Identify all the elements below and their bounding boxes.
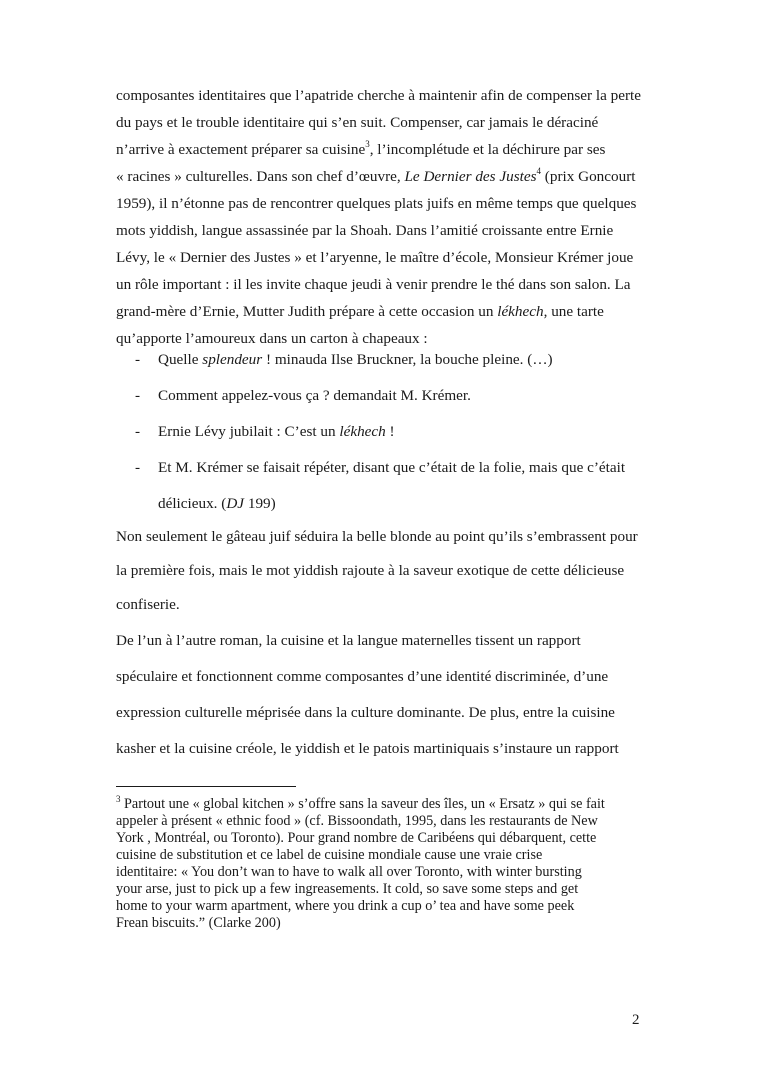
- text-line: la première fois, mais le mot yiddish rajoute à la saveur exotique de cette délicieuse: [116, 562, 625, 579]
- text-line: qu’apporte l’amoureux dans un carton à chapeaux :: [116, 330, 428, 347]
- text-line: spéculaire et fonctionnent comme composantes d’une identité discriminée, d’une: [116, 668, 609, 685]
- footnote-line: Frean biscuits.” (Clarke 200): [116, 915, 281, 931]
- footnote-ref[interactable]: 3: [365, 139, 370, 149]
- footnote-marker: 3: [116, 794, 121, 804]
- dash-marker: -: [135, 387, 141, 404]
- dash-marker: -: [135, 423, 141, 440]
- text-line: kasher et la cuisine créole, le yiddish et le patois martiniquais s’instaure un rapport: [116, 740, 619, 757]
- footnote-line: your arse, just to pick up a few ingreasements. It cold, so save some steps and get: [116, 881, 579, 897]
- text-line: « racines » culturelles. Dans son chef d’œuvre, Le Dernier des Justes$^4$ (prix Goncourt: [116, 166, 636, 185]
- text-line: n’arrive à exactement préparer sa cuisine$^3$, l’incomplétude et la déchirure par ses: [116, 139, 606, 158]
- footnote-line: home to your warm apartment, where you drink a cup o’ tea and have some peek: [116, 898, 575, 914]
- text-line: 1959), il n’étonne pas de rencontrer quelques plats juifs en même temps que quelques: [116, 195, 637, 212]
- text-line: Non seulement le gâteau juif séduira la belle blonde au point qu’ils s’embrassent pour: [116, 528, 638, 545]
- citation-abbrev: DJ: [226, 495, 245, 512]
- text-line: un rôle important : il les invite chaque jeudi à venir prendre le thé dans son salon. La: [116, 276, 631, 293]
- footnote-ref[interactable]: 4: [536, 166, 541, 176]
- text-line: composantes identitaires que l’apatride cherche à maintenir afin de compenser la perte: [116, 87, 641, 104]
- text-line: mots yiddish, langue assassinée par la Shoah. Dans l’amitié croissante entre Ernie: [116, 222, 614, 239]
- footnote-line: cuisine de substitution et ce label de cuisine mondiale cause une vraie crise: [116, 847, 543, 863]
- text-line: grand-mère d’Ernie, Mutter Judith prépare à cette occasion un lékhech, une tarte: [116, 303, 604, 320]
- footnote-line: $^3$ Partout une « global kitchen » s’offre sans la saveur des îles, un « Ersatz » qui se fait: [116, 794, 605, 812]
- italic-term: splendeur: [202, 351, 263, 368]
- text-line: expression culturelle méprisée dans la culture dominante. De plus, entre la cuisine: [116, 704, 615, 721]
- footnote-line: appeler à présent « ethnic food » (cf. Bissoondath, 1995, dans les restaurants de New: [116, 813, 598, 829]
- footnote-line: York , Montréal, ou Toronto). Pour grand nombre de Caribéens qui débarquent, cette: [116, 830, 597, 846]
- dash-marker: -: [135, 351, 141, 368]
- dash-marker: -: [135, 459, 141, 476]
- text-line: du pays et le trouble identitaire qui s’en suit. Compenser, car jamais le déraciné: [116, 114, 599, 131]
- page-number: 2: [632, 1012, 640, 1028]
- footnote-separator: [116, 786, 296, 787]
- text-line: Lévy, le « Dernier des Justes » et l’aryenne, le maître d’école, Monsieur Krémer joue: [116, 249, 634, 266]
- document-page: composantes identitaires que l’apatride cherche à maintenir afin de compenser la perte du pays et le trouble identitaire qui s’en suit. Compenser, car jamais le déraciné n’arrive à exactement préparer sa cuisine$^3$, l’incomplétude et la déchirure par ses « racines » culturelles. Dans son chef d’œuvre, Le Dernier des Justes$^4$ (prix Goncourt 1959), il n’étonne pas de rencontrer quelques plats juifs en même temps que quelques mots yiddish, langue assassinée par la Shoah. Dans l’amitié croissante entre Ernie Lévy, le « Dernier des Justes » et l’aryenne, le maître d’école, Monsieur Krémer joue un rôle important : il les invite chaque jeudi à venir prendre le thé dans son salon. La grand-mère d’Ernie, Mutter Judith prépare à cette occasion un lékhech, une tarte qu’apporte l’amoureux dans un carton à chapeaux : - Quelle splendeur ! minauda Ilse Bruckner, la bouche pleine. (…) - Comment appelez-vous ça ? demandait M. Krémer. - Ernie Lévy jubilait : C’est un lékhech ! - Et M. Krémer se faisait répéter, disant que c’était de la folie, mais que c’était délicieux. (DJ 199) Non seulement le gâteau juif séduira la belle blonde au point qu’ils s’embrassent pour la première fois, mais le mot yiddish rajoute à la saveur exotique de cette délicieuse confiserie. De l’un à l’autre roman, la cuisine et la langue maternelles tissent un rapport spéculaire et fonctionnent comme composantes d’une identité discriminée, d’une expression culturelle méprisée dans la culture dominante. De plus, entre la cuisine kasher et la cuisine créole, le yiddish et le patois martiniquais s’instaure un rapport $^3$ Partout une « global kitchen » s’offre sans la saveur des îles, un « Ersatz » qui se fait appeler à présent « ethnic food » (cf. Bissoondath, 1995, dans les restaurants de New York , Montréal, ou Toronto). Pour grand nombre de Caribéens qui débarquent, cette cuisine de substitution et ce label de cuisine mondiale cause une vraie crise identitaire: « You don’t wan to have to walk all over Toronto, with winter bursting your arse, just to pick up a few ingreasements. It cold, so save some steps and get home to your warm apartment, where you drink a cup o’ tea and have some peek Frean biscuits.” (Clarke 200) 2: [116, 87, 641, 1028]
- text-line: confiserie.: [116, 596, 180, 613]
- footnote-line: identitaire: « You don’t wan to have to walk all over Toronto, with winter bursting: [116, 864, 582, 880]
- text-line: De l’un à l’autre roman, la cuisine et la langue maternelles tissent un rapport: [116, 632, 581, 649]
- book-title: Le Dernier des Justes: [404, 168, 537, 185]
- italic-term: lékhech: [339, 423, 386, 440]
- italic-term: lékhech: [497, 303, 544, 320]
